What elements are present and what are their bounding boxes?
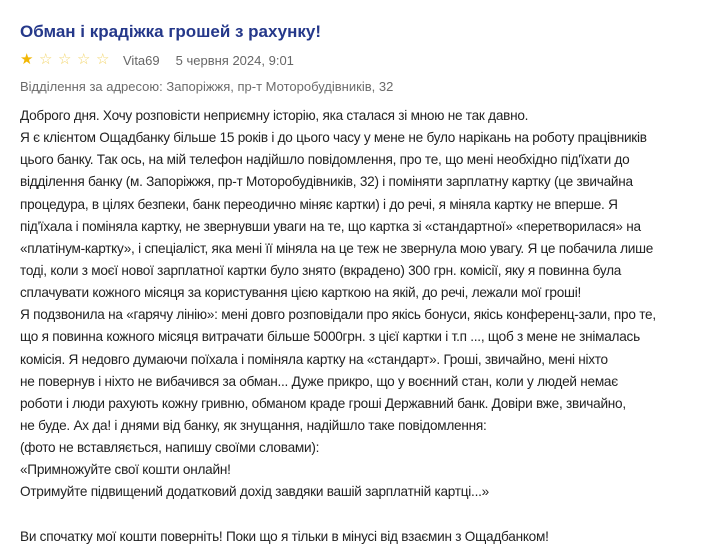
review-text-line: Я подзвонила на «гарячу лінію»: мені довго розповідали про якісь бонуси, якісь конференц-зали, про те, [20,307,656,323]
review-text-line: Доброго дня. Хочу розповісти неприємну історію, яка сталася зі мною не так давно. [20,108,529,123]
review-text-line: «платінум-картку», і спеціаліст, яка мені її міняла на це теж не звернула мою увагу. Я це побачила лише [20,240,654,256]
review-text-line: «Примножуйте свої кошти онлайн! [20,462,231,478]
review-text-line: Отримуйте підвищений додатковий дохід завдяки вашій зарплатній картці...» [20,484,489,500]
star-empty-icon: ☆ [58,51,72,68]
review-text-line: процедура, в цілях безпеки, банк переодично міняє картки) і до речі, я міняла картку не вперше. Я [20,196,618,212]
review-text-line: що я повинна кожного місяця витрачати більше 5000грн. з цієї картки і т.п ..., щоб з мене не знімалась [20,329,640,345]
review-text-line: не буде. Ах да! і днями від банку, як знущання, надійшло таке повідомлення: [20,417,487,433]
review-text-line: (фото не вставляється, напишу своїми словами): [20,440,320,456]
star-empty-icon: ☆ [77,51,91,68]
review-text-line: роботи і люди рахують кожну гривню, обманом краде гроші Державний банк. Довіри вже, звичайно, [20,395,626,411]
review-text [20,105,656,548]
branch-address: Відділення за адресою: Запоріжжя, пр-т Моторобудівників, 32 [20,79,394,94]
star-rating [20,52,113,68]
review-author[interactable]: Vita69 [123,52,160,68]
star-filled-icon: ★ [20,51,34,68]
review-text-line: не повернув і ніхто не вибачився за обман... Дуже прикро, що у воєнний стан, коли у людей немає [20,373,618,389]
review-text-line: відділення банку (м. Запоріжжя, пр-т Моторобудівників, 32) і поміняти зарплатну картку (це звичайна [20,174,633,190]
review-text-line: комісія. Я недовго думаючи поїхала і поміняла картку на «стандарт». Гроші, звичайно, мені ніхто [20,351,608,367]
review-date: 5 червня 2024, 9:01 [175,52,294,68]
review-text-line [20,504,656,526]
review-text-line: цього банку. Так ось, на мій телефон надійшло повідомлення, про те, що мені необхідно під'їхати до [20,152,630,168]
review-title[interactable]: Обман і крадіжка грошей з рахунку! [20,22,322,41]
star-empty-icon: ☆ [39,51,53,68]
review-meta [20,52,294,68]
review-text-line: Я є клієнтом Ощадбанку більше 15 років і до цього часу у мене не було нарікань на роботу працівників [20,130,647,146]
star-empty-icon: ☆ [96,51,110,68]
review-text-line: тоді, коли з моєї нової зарплатної картки було знято (вкрадено) 300 грн. комісії, яку я повинна була [20,262,622,278]
review-text-line: Ви спочатку мої кошти поверніть! Поки що я тільки в мінусі від взаємин з Ощадбанком! [20,528,549,544]
review-text-line: під'їхала і поміняла картку, не звернувши уваги на те, що картка зі «стандартної» «перетворилася» на [20,218,641,234]
review-text-line: сплачувати кожного місяця за користування цією карткою на якій, до речі, лежали мої гроші! [20,285,581,301]
